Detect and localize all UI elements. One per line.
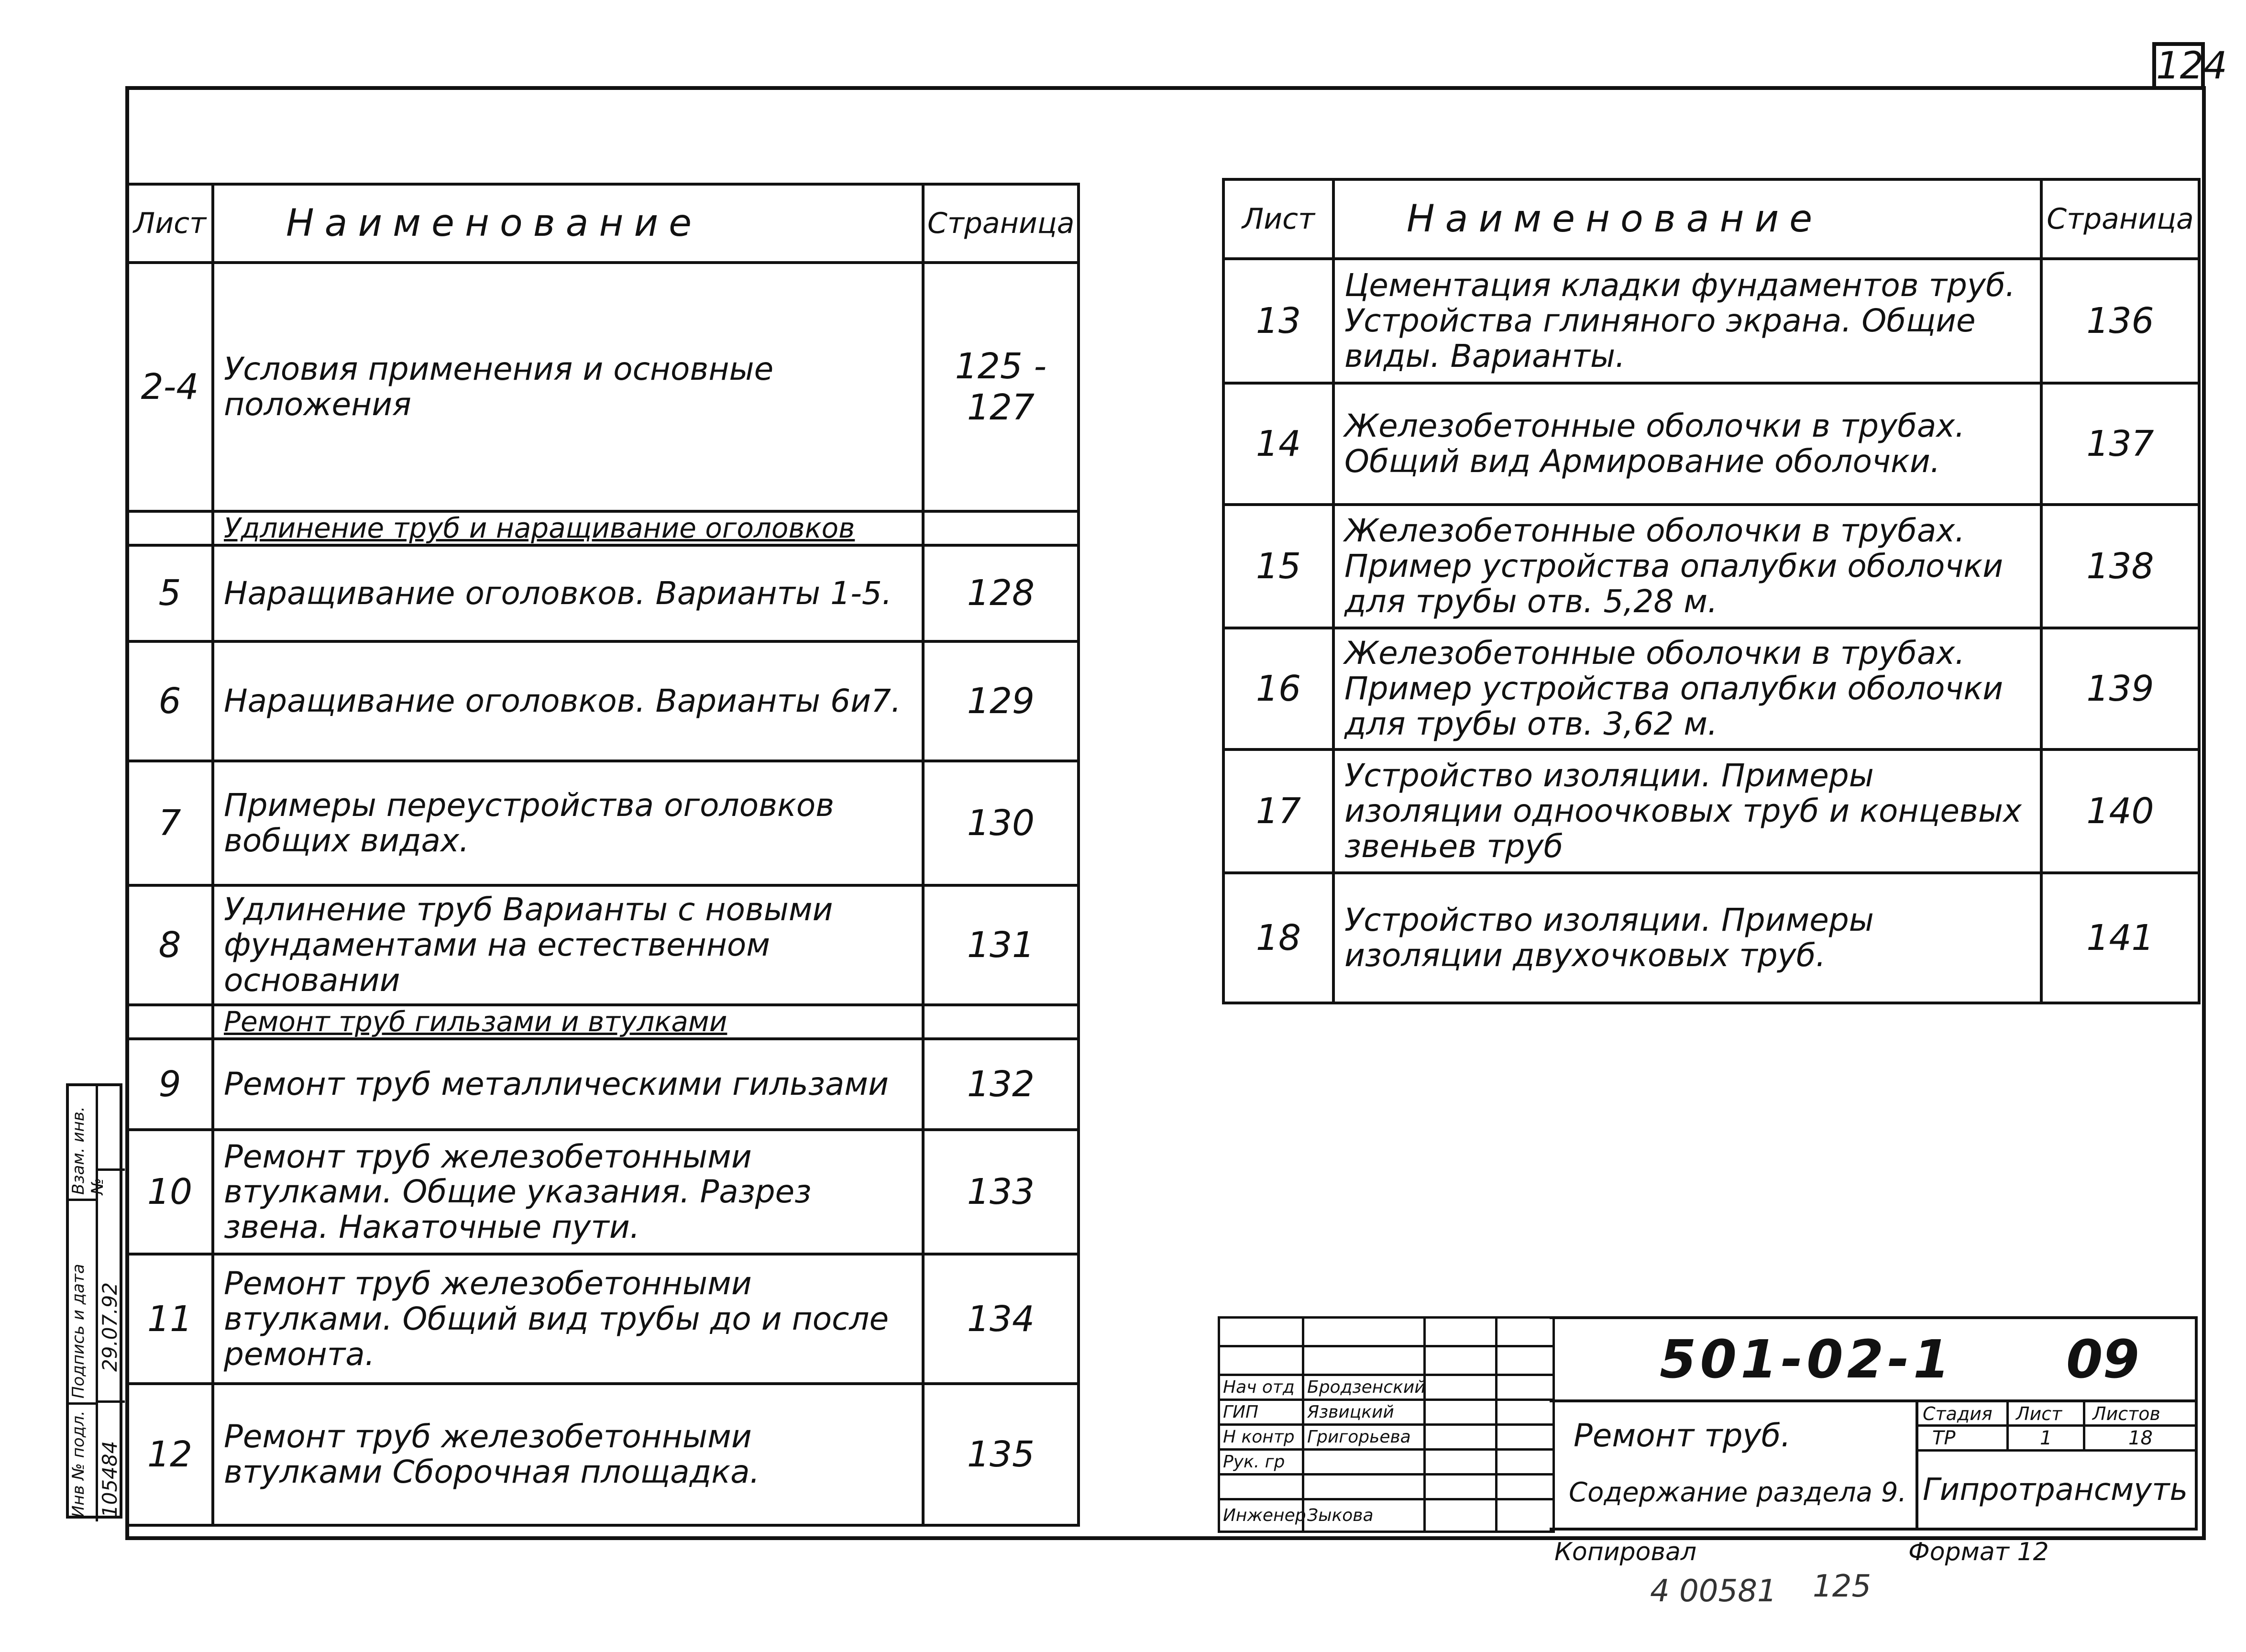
sheet-title: Железобетонные оболочки в трубах. Пример устройства опалубки оболочки для трубы отв. 5,28 м. (1333, 505, 2041, 628)
sheet-number: 12 (127, 1384, 213, 1525)
role-label: Н контр (1219, 1425, 1303, 1450)
table-row (1223, 749, 2199, 873)
page-ref: 130 (923, 761, 1079, 885)
column-header-sheet: Лист (127, 184, 213, 263)
section-title: Удлинение труб и наращивание оголовков (213, 511, 923, 545)
signature-cell (1425, 1400, 1497, 1425)
sheet-number: 15 (1223, 505, 1333, 628)
page-number-box (2152, 42, 2227, 90)
signature-cell (1425, 1375, 1497, 1400)
handwritten-code: 4 00581 (1650, 1574, 1777, 1609)
sheet-number: 6 (127, 641, 213, 761)
page-ref: 129 (923, 641, 1079, 761)
contents-table-right (1222, 178, 2201, 1004)
page-ref: 140 (2041, 749, 2199, 873)
table-row (1223, 873, 2199, 1003)
table-row (1223, 383, 2199, 505)
sign-date-label: Подпись и дата (69, 1199, 96, 1402)
sheet-title: Ремонт труб железобетонными втулками Сборочная площадка. (213, 1384, 923, 1525)
stage-value: ТР (1932, 1427, 1956, 1449)
sheet-number: 2-4 (127, 263, 213, 511)
sheet-number: 13 (1223, 259, 1333, 383)
role-label: Рук. гр (1219, 1450, 1303, 1475)
replace-inv-label: Взам. инв. № (69, 1106, 107, 1195)
column-header-name: Наименование (1333, 179, 2041, 259)
table-row (127, 1254, 1079, 1383)
sheet-title: Примеры переустройства оголовков вобщих видах. (213, 761, 923, 885)
column-header-name: Наименование (213, 184, 923, 263)
sheet-number: 10 (127, 1130, 213, 1254)
section-row (127, 1005, 1079, 1039)
sheet-title: Устройство изоляции. Примеры изоляции двухочковых труб. (1333, 873, 2041, 1003)
handwritten-page: 125 (1813, 1569, 1872, 1604)
page-ref: 141 (2041, 873, 2199, 1003)
table-row (127, 545, 1079, 641)
sheet-title: Условия применения и основные положения (213, 263, 923, 511)
sheet-title: Удлинение труб Варианты с новыми фундаментами на естественном основании (213, 885, 923, 1005)
table-row (127, 1130, 1079, 1254)
sheet-number: 9 (127, 1039, 213, 1130)
stage-label: Стадия (1923, 1403, 1993, 1424)
inv-value: 105484 (98, 1400, 125, 1521)
copied-label: Копировал (1554, 1538, 1697, 1566)
table-row (1223, 259, 2199, 383)
document-code: 501-02-1 (1660, 1329, 1954, 1390)
sheet-title: Наращивание оголовков. Варианты 6и7. (213, 641, 923, 761)
role-label: ГИП (1219, 1400, 1303, 1425)
date-value: 29.07.92 (98, 1168, 125, 1400)
document-title-line2: Содержание раздела 9. (1569, 1477, 1907, 1508)
page-ref: 128 (923, 545, 1079, 641)
sheet-number: 14 (1223, 383, 1333, 505)
role-label: Инженер (1219, 1499, 1303, 1532)
table-row (127, 885, 1079, 1005)
role-label: Нач отд (1219, 1375, 1303, 1400)
sheet-number: 18 (1223, 873, 1333, 1003)
sheet-title: Железобетонные оболочки в трубах. Пример устройства опалубки оболочки для трубы отв. 3,62 м. (1333, 628, 2041, 749)
organization-name: Гипротрансмуть (1923, 1472, 2188, 1508)
column-header-page: Страница (2041, 179, 2199, 259)
page-ref: 132 (923, 1039, 1079, 1130)
document-title-line1: Ремонт труб. (1574, 1417, 1791, 1454)
table-row (127, 263, 1079, 511)
title-block-signatures (1218, 1316, 1555, 1533)
page-ref: 138 (2041, 505, 2199, 628)
signature-cell (1425, 1425, 1497, 1450)
sheet-title: Устройство изоляции. Примеры изоляции одноочковых труб и концевых звеньев труб (1333, 749, 2041, 873)
person-name (1303, 1450, 1425, 1475)
sheet-title: Наращивание оголовков. Варианты 1-5. (213, 545, 923, 641)
role-label (1219, 1475, 1303, 1499)
sheet-title: Ремонт труб железобетонными втулками. Общий вид трубы до и после ремонта. (213, 1254, 923, 1383)
sheet-title: Цементация кладки фундаментов труб. Устройства глиняного экрана. Общие виды. Варианты. (1333, 259, 2041, 383)
section-number: 09 (2066, 1329, 2140, 1390)
format-label: Формат 12 (1908, 1538, 2049, 1566)
sheets-value: 18 (2128, 1427, 2153, 1449)
sheet-value: 1 (2040, 1427, 2052, 1449)
signature-cell (1425, 1499, 1497, 1532)
sheet-number: 11 (127, 1254, 213, 1383)
person-name: Зыкова (1303, 1499, 1425, 1532)
table-row (1223, 505, 2199, 628)
sheet-number: 16 (1223, 628, 1333, 749)
section-row (127, 511, 1079, 545)
sheet-number: 17 (1223, 749, 1333, 873)
table-row (127, 1039, 1079, 1130)
page-number: 124 (2156, 44, 2227, 88)
sheet-title: Ремонт труб железобетонными втулками. Общие указания. Разрез звена. Накаточные пути. (213, 1130, 923, 1254)
column-header-sheet: Лист (1223, 179, 1333, 259)
sheet-label: Лист (2016, 1403, 2062, 1424)
sheet-title: Ремонт труб металлическими гильзами (213, 1039, 923, 1130)
page-ref: 135 (923, 1384, 1079, 1525)
person-name: Бродзенский (1303, 1375, 1425, 1400)
person-name: Язвицкий (1303, 1400, 1425, 1425)
table-row (127, 641, 1079, 761)
page-ref: 137 (2041, 383, 2199, 505)
sheet-number: 7 (127, 761, 213, 885)
contents-table-left (125, 183, 1080, 1527)
page-ref: 136 (2041, 259, 2199, 383)
page-ref: 139 (2041, 628, 2199, 749)
sheet-title: Железобетонные оболочки в трубах. Общий вид Армирование оболочки. (1333, 383, 2041, 505)
title-block-main (1550, 1316, 2198, 1531)
page-ref: 131 (923, 885, 1079, 1005)
sheet-number: 8 (127, 885, 213, 1005)
sheet-number: 5 (127, 545, 213, 641)
page-ref: 133 (923, 1130, 1079, 1254)
column-header-page: Страница (923, 184, 1079, 263)
table-row (127, 1384, 1079, 1525)
section-title: Ремонт труб гильзами и втулками (213, 1005, 923, 1039)
table-row (127, 761, 1079, 885)
person-name: Григорьева (1303, 1425, 1425, 1450)
table-row (1223, 628, 2199, 749)
inventory-sidebar (66, 1083, 122, 1519)
person-name (1303, 1475, 1425, 1499)
page-ref: 125 - 127 (923, 263, 1079, 511)
page-ref: 134 (923, 1254, 1079, 1383)
inv-label: Инв № подл. (69, 1402, 96, 1521)
sheets-label: Листов (2092, 1403, 2160, 1424)
